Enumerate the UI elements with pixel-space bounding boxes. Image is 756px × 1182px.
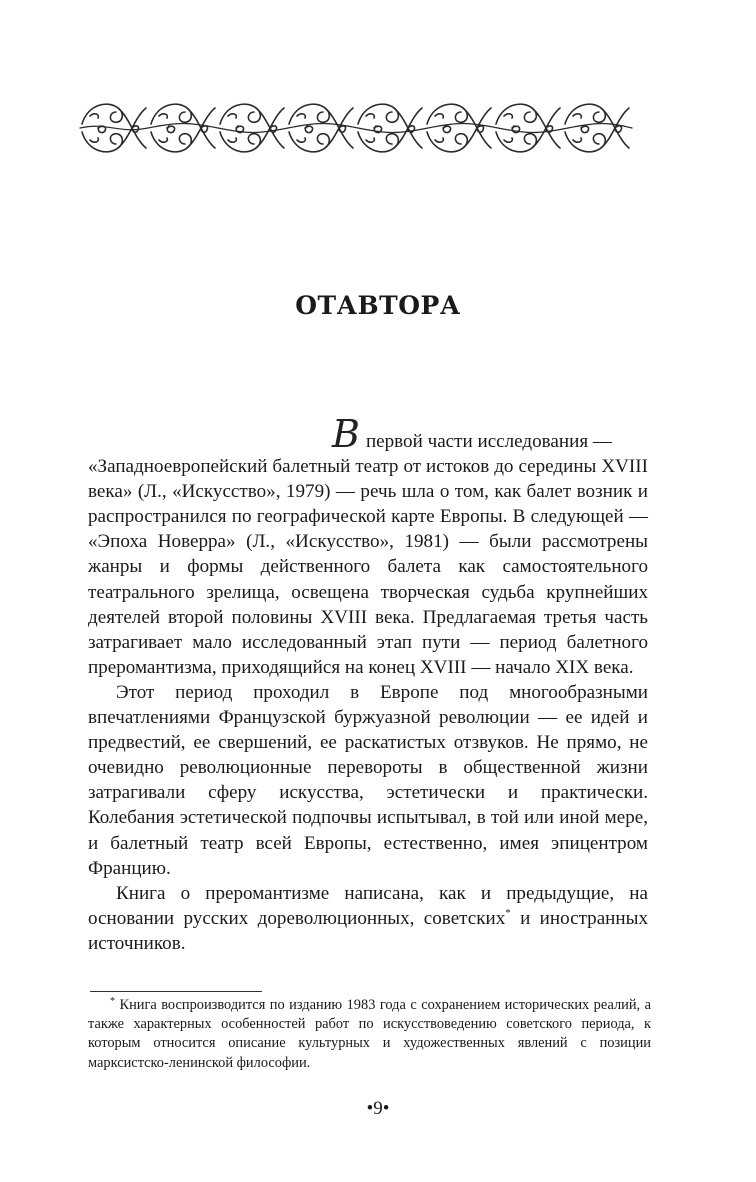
first-line-text: первой части исследования — (365, 431, 612, 452)
footnote-divider (90, 991, 262, 992)
footnote-reference[interactable]: * (505, 906, 511, 919)
paragraph-3-text: Книга о преромантизме написана, как и предыдущие, на основании русских дореволюционных, советских (88, 882, 648, 929)
paragraph-3 (88, 881, 648, 956)
paragraph-1 (88, 412, 648, 680)
footnote-text: Книга воспроизводится по изданию 1983 года с сохранением исторических реалий, а также характерных особенностей работ по искусствоведению советского периода, к которым относится описание культурных и художественных явлений с позиции марксистско-ленинской философии. (88, 997, 651, 1071)
footnote (88, 996, 651, 1073)
drop-cap: В (332, 412, 360, 456)
footnote-marker: * (110, 996, 115, 1007)
decorative-vignette-icon (78, 94, 634, 162)
paragraph-2: Этот период проходил в Европе под многообразными впечатлениями Французской буржуазной революции — ее идей и предвестий, ее свершений, ее раскатистых отзвуков. Не прямо, не очевидно революционные перевороты в общественной жизни затрагивали сферу искусства, эстетически и практически. Колебания эстетической подпочвы испытывал, в той или иной мере, и балетный театр всей Европы, естественно, имея эпицентром Францию. (88, 681, 648, 879)
page-number: •9• (366, 1098, 390, 1119)
chapter-title: ОТАВТОРА (295, 291, 461, 320)
paragraph-1-text: «Западноевропейский балетный театр от истоков до середины XVIII века» (Л., «Искусство», 1979) — речь шла о том, как балет возник и распространился по географической карте Европы. В следующей — «Эпоха Новерра» (Л., «Искусство», 1981) — были рассмотрены жанры и формы действенного балета как самостоятельного театрального зрелища, освещена творческая судьба крупнейших деятелей второй половины XVIII века. Предлагаемая третья часть затрагивает мало исследованный этап пути — период балетного преромантизма, приходящийся на конец XVIII — начало XIX века. (88, 456, 648, 678)
paragraph-3-end: и иностранных источников. (88, 907, 648, 954)
main-text (88, 412, 648, 956)
first-line (88, 412, 648, 456)
